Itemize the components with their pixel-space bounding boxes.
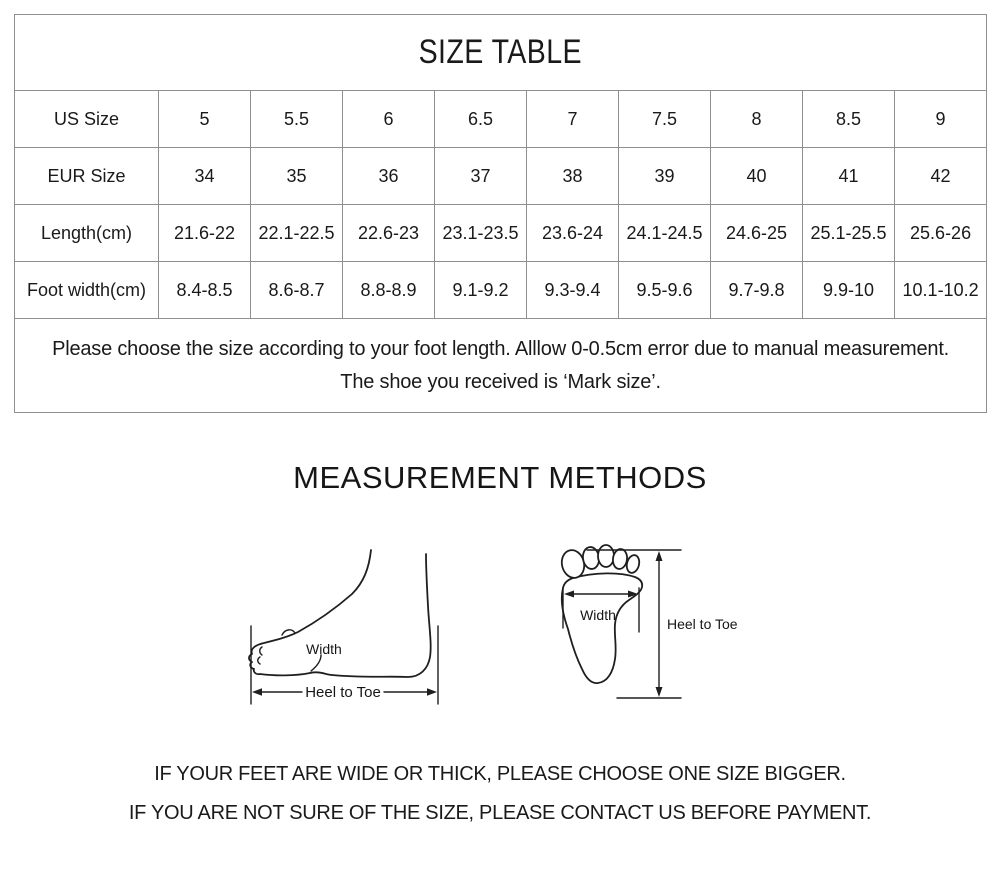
length-value: 23.1-23.5 xyxy=(435,205,527,262)
footer-note-wide-feet: IF YOUR FEET ARE WIDE OR THICK, PLEASE CHOOSE ONE SIZE BIGGER. xyxy=(154,763,846,785)
us-size-value: 5.5 xyxy=(251,91,343,148)
length-value: 24.1-24.5 xyxy=(619,205,711,262)
size-table-title-cell xyxy=(15,15,987,91)
table-row-us-size xyxy=(15,91,987,148)
us-size-value: 5 xyxy=(159,91,251,148)
side-width-label: Width xyxy=(306,641,342,657)
foot-width-value: 9.5-9.6 xyxy=(619,262,711,319)
us-size-value: 6.5 xyxy=(435,91,527,148)
size-note-cell xyxy=(15,319,987,413)
footer-note-contact: IF YOU ARE NOT SURE OF THE SIZE, PLEASE CONTACT US BEFORE PAYMENT. xyxy=(128,802,872,824)
row-label-us-size: US Size xyxy=(15,91,159,148)
foot-top-view-diagram xyxy=(555,528,755,718)
eur-size-value: 34 xyxy=(159,148,251,205)
foot-width-value: 8.4-8.5 xyxy=(159,262,251,319)
foot-side-outline xyxy=(249,550,431,677)
table-row-foot-width xyxy=(15,262,987,319)
eur-size-value: 42 xyxy=(895,148,987,205)
table-row-length xyxy=(15,205,987,262)
us-size-value: 7 xyxy=(527,91,619,148)
toe-detail-line xyxy=(258,647,262,664)
size-note-line1: Please choose the size according to your foot length. Alllow 0-0.5cm error due to manual measurement. xyxy=(52,337,950,360)
us-size-value: 7.5 xyxy=(619,91,711,148)
us-size-value: 9 xyxy=(895,91,987,148)
arrow-head-right-icon xyxy=(427,688,437,696)
width-leader-line xyxy=(311,655,321,671)
length-value: 24.6-25 xyxy=(711,205,803,262)
top-width-label: Width xyxy=(580,607,616,623)
toe xyxy=(598,545,614,567)
eur-size-value: 37 xyxy=(435,148,527,205)
length-value: 25.6-26 xyxy=(895,205,987,262)
us-size-value: 8 xyxy=(711,91,803,148)
top-heel-to-toe-label: Heel to Toe xyxy=(667,616,738,632)
foot-width-value: 8.8-8.9 xyxy=(343,262,435,319)
row-label-foot-width: Foot width(cm) xyxy=(15,262,159,319)
row-label-eur-size: EUR Size xyxy=(15,148,159,205)
arrow-head-down-icon xyxy=(656,687,663,697)
size-table xyxy=(14,14,987,413)
eur-size-value: 35 xyxy=(251,148,343,205)
foot-width-value: 10.1-10.2 xyxy=(895,262,987,319)
length-value: 25.1-25.5 xyxy=(803,205,895,262)
size-note-row xyxy=(15,319,987,413)
size-note-line2: The shoe you received is ‘Mark size’. xyxy=(340,370,661,393)
arrow-head-left-icon xyxy=(252,688,262,696)
length-value: 22.6-23 xyxy=(343,205,435,262)
size-table-title: SIZE TABLE xyxy=(418,33,583,71)
us-size-value: 6 xyxy=(343,91,435,148)
eur-size-value: 38 xyxy=(527,148,619,205)
size-table-title-row xyxy=(15,15,987,91)
length-value: 21.6-22 xyxy=(159,205,251,262)
foot-width-value: 9.7-9.8 xyxy=(711,262,803,319)
side-heel-to-toe-label: Heel to Toe xyxy=(305,684,381,701)
foot-side-view-diagram xyxy=(240,548,450,708)
eur-size-value: 39 xyxy=(619,148,711,205)
foot-width-value: 9.1-9.2 xyxy=(435,262,527,319)
foot-width-value: 9.9-10 xyxy=(803,262,895,319)
length-value: 22.1-22.5 xyxy=(251,205,343,262)
table-row-eur-size xyxy=(15,148,987,205)
foot-width-value: 8.6-8.7 xyxy=(251,262,343,319)
arrow-head-up-icon xyxy=(656,551,663,561)
foot-width-value: 9.3-9.4 xyxy=(527,262,619,319)
us-size-value: 8.5 xyxy=(803,91,895,148)
eur-size-value: 40 xyxy=(711,148,803,205)
eur-size-value: 36 xyxy=(343,148,435,205)
arrow-head-left-icon xyxy=(564,591,574,598)
row-label-length: Length(cm) xyxy=(15,205,159,262)
foot-sole-outline xyxy=(562,573,642,683)
measurement-methods-heading: MEASUREMENT METHODS xyxy=(293,460,707,495)
eur-size-value: 41 xyxy=(803,148,895,205)
length-value: 23.6-24 xyxy=(527,205,619,262)
